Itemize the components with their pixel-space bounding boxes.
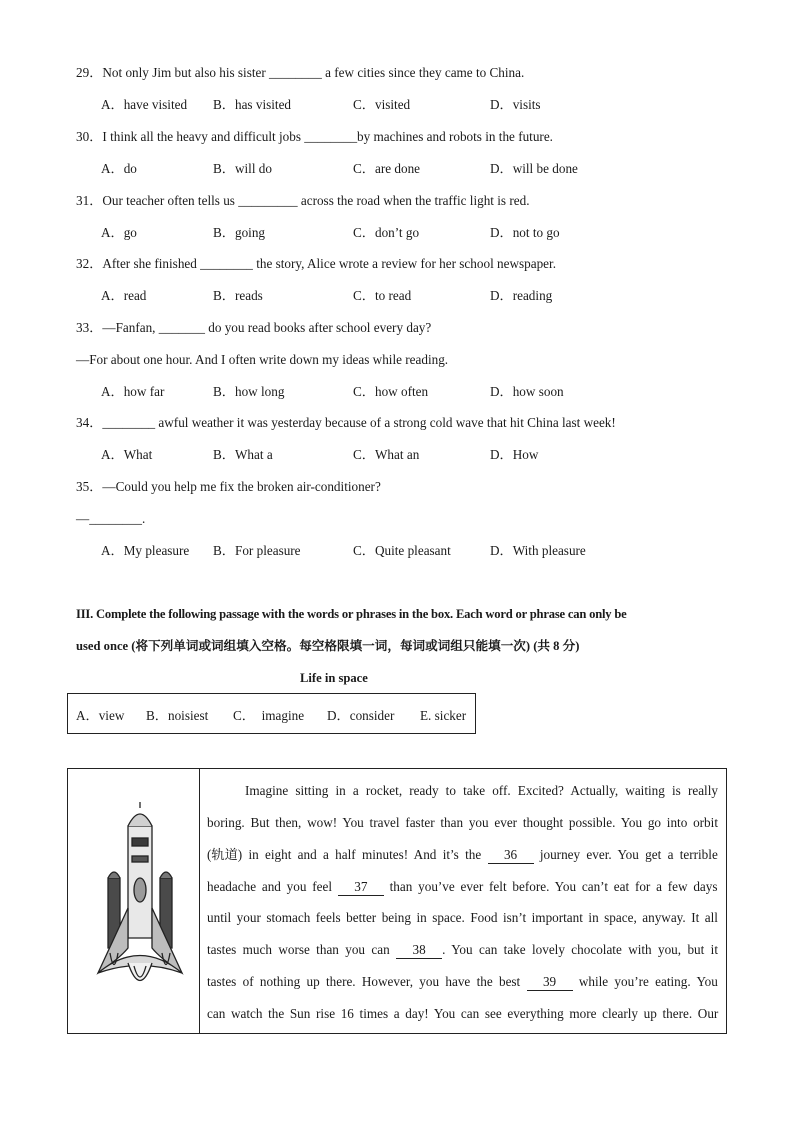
passage-line-3: (轨道) in eight and a half minutes! And it’s the 36 journey ever. You get a terrible [207,847,718,862]
option-c[interactable]: C．Quite pleasant [353,543,451,558]
option-b[interactable]: B．has visited [213,97,292,112]
option-c[interactable]: C．to read [353,288,412,303]
passage-line-5: until your stomach feels better being in space. Food isn’t important in space, anyway. It all [207,910,718,925]
passage-title: Life in space [300,671,368,685]
option-b[interactable]: B．how long [213,384,285,399]
option-c[interactable]: C．how often [353,384,429,399]
question-32-stem: 32．After she finished ________ the story, Alice wrote a review for her school newspaper. [76,256,556,271]
blank-36[interactable]: 36 [488,847,534,864]
question-35-stem: 35．—Could you help me fix the broken air-conditioner? [76,479,381,494]
question-33-stem: 33．—Fanfan, _______ do you read books after school every day? [76,320,432,335]
passage-line-6: tastes much worse than you can 38 . You can take lovely chocolate with you, but it [207,942,718,957]
option-c[interactable]: C．What an [353,447,420,462]
option-d[interactable]: D．will be done [490,161,578,176]
option-c[interactable]: C．don’t go [353,225,420,240]
section-3-instruction-line2: used once (将下列单词或词组填入空格。每空格限填一词，每词或词组只能填一次) (共 8 分) [76,639,580,653]
option-d[interactable]: D．reading [490,288,553,303]
passage-line-1: Imagine sitting in a rocket, ready to take off. Excited? Actually, waiting is really [245,783,718,798]
passage-line-7: tastes of nothing up there. However, you have the best 39 while you’re eating. You [207,974,718,989]
option-d[interactable]: D．not to go [490,225,560,240]
passage-line-8: can watch the Sun rise 16 times a day! You can see everything more clearly up there. Our [207,1006,719,1021]
option-c[interactable]: C．visited [353,97,411,112]
option-b[interactable]: B．going [213,225,266,240]
section-3-instruction-line1: III. Complete the following passage with the words or phrases in the box. Each word or phrase can only be [76,607,627,621]
option-a[interactable]: A．read [101,288,147,303]
option-a[interactable]: A．My pleasure [101,543,190,558]
option-d[interactable]: D．With pleasure [490,543,586,558]
word-option-e[interactable]: E. sicker [420,708,467,723]
question-35-reply: —________. [76,511,146,526]
question-30-stem: 30．I think all the heavy and difficult jobs ________by machines and robots in the future. [76,129,553,144]
blank-37[interactable]: 37 [338,879,384,896]
word-option-c[interactable]: C． imagine [233,708,305,723]
option-a[interactable]: A．do [101,161,137,176]
word-option-d[interactable]: D．consider [327,708,395,723]
option-a[interactable]: A．have visited [101,97,188,112]
option-a[interactable]: A．go [101,225,137,240]
word-option-b[interactable]: B．noisiest [146,708,209,723]
option-d[interactable]: D．visits [490,97,541,112]
option-a[interactable]: A．how far [101,384,165,399]
option-b[interactable]: B．reads [213,288,263,303]
option-b[interactable]: B．For pleasure [213,543,301,558]
option-d[interactable]: D．how soon [490,384,564,399]
question-34-stem: 34．________ awful weather it was yesterday because of a strong cold wave that hit China last week! [76,415,616,430]
option-c[interactable]: C．are done [353,161,421,176]
rocket-illustration [90,798,190,1008]
option-d[interactable]: D．How [490,447,539,462]
option-b[interactable]: B．What a [213,447,273,462]
word-box [67,693,476,734]
blank-38[interactable]: 38 [396,942,442,959]
question-33-reply: —For about one hour. And I often write down my ideas while reading. [76,352,449,367]
word-option-a[interactable]: A．view [76,708,125,723]
question-29-stem: 29．Not only Jim but also his sister ________ a few cities since they came to China. [76,65,525,80]
blank-39[interactable]: 39 [527,974,573,991]
passage-line-4: headache and you feel 37 than you’ve ever felt before. You can’t eat for a few days [207,879,718,894]
passage-divider [199,768,200,1034]
option-b[interactable]: B．will do [213,161,272,176]
question-31-stem: 31．Our teacher often tells us _________ across the road when the traffic light is red. [76,193,530,208]
passage-line-2: boring. But then, wow! You travel faster than you ever thought possible. You go into orbit [207,815,718,830]
option-a[interactable]: A．What [101,447,153,462]
